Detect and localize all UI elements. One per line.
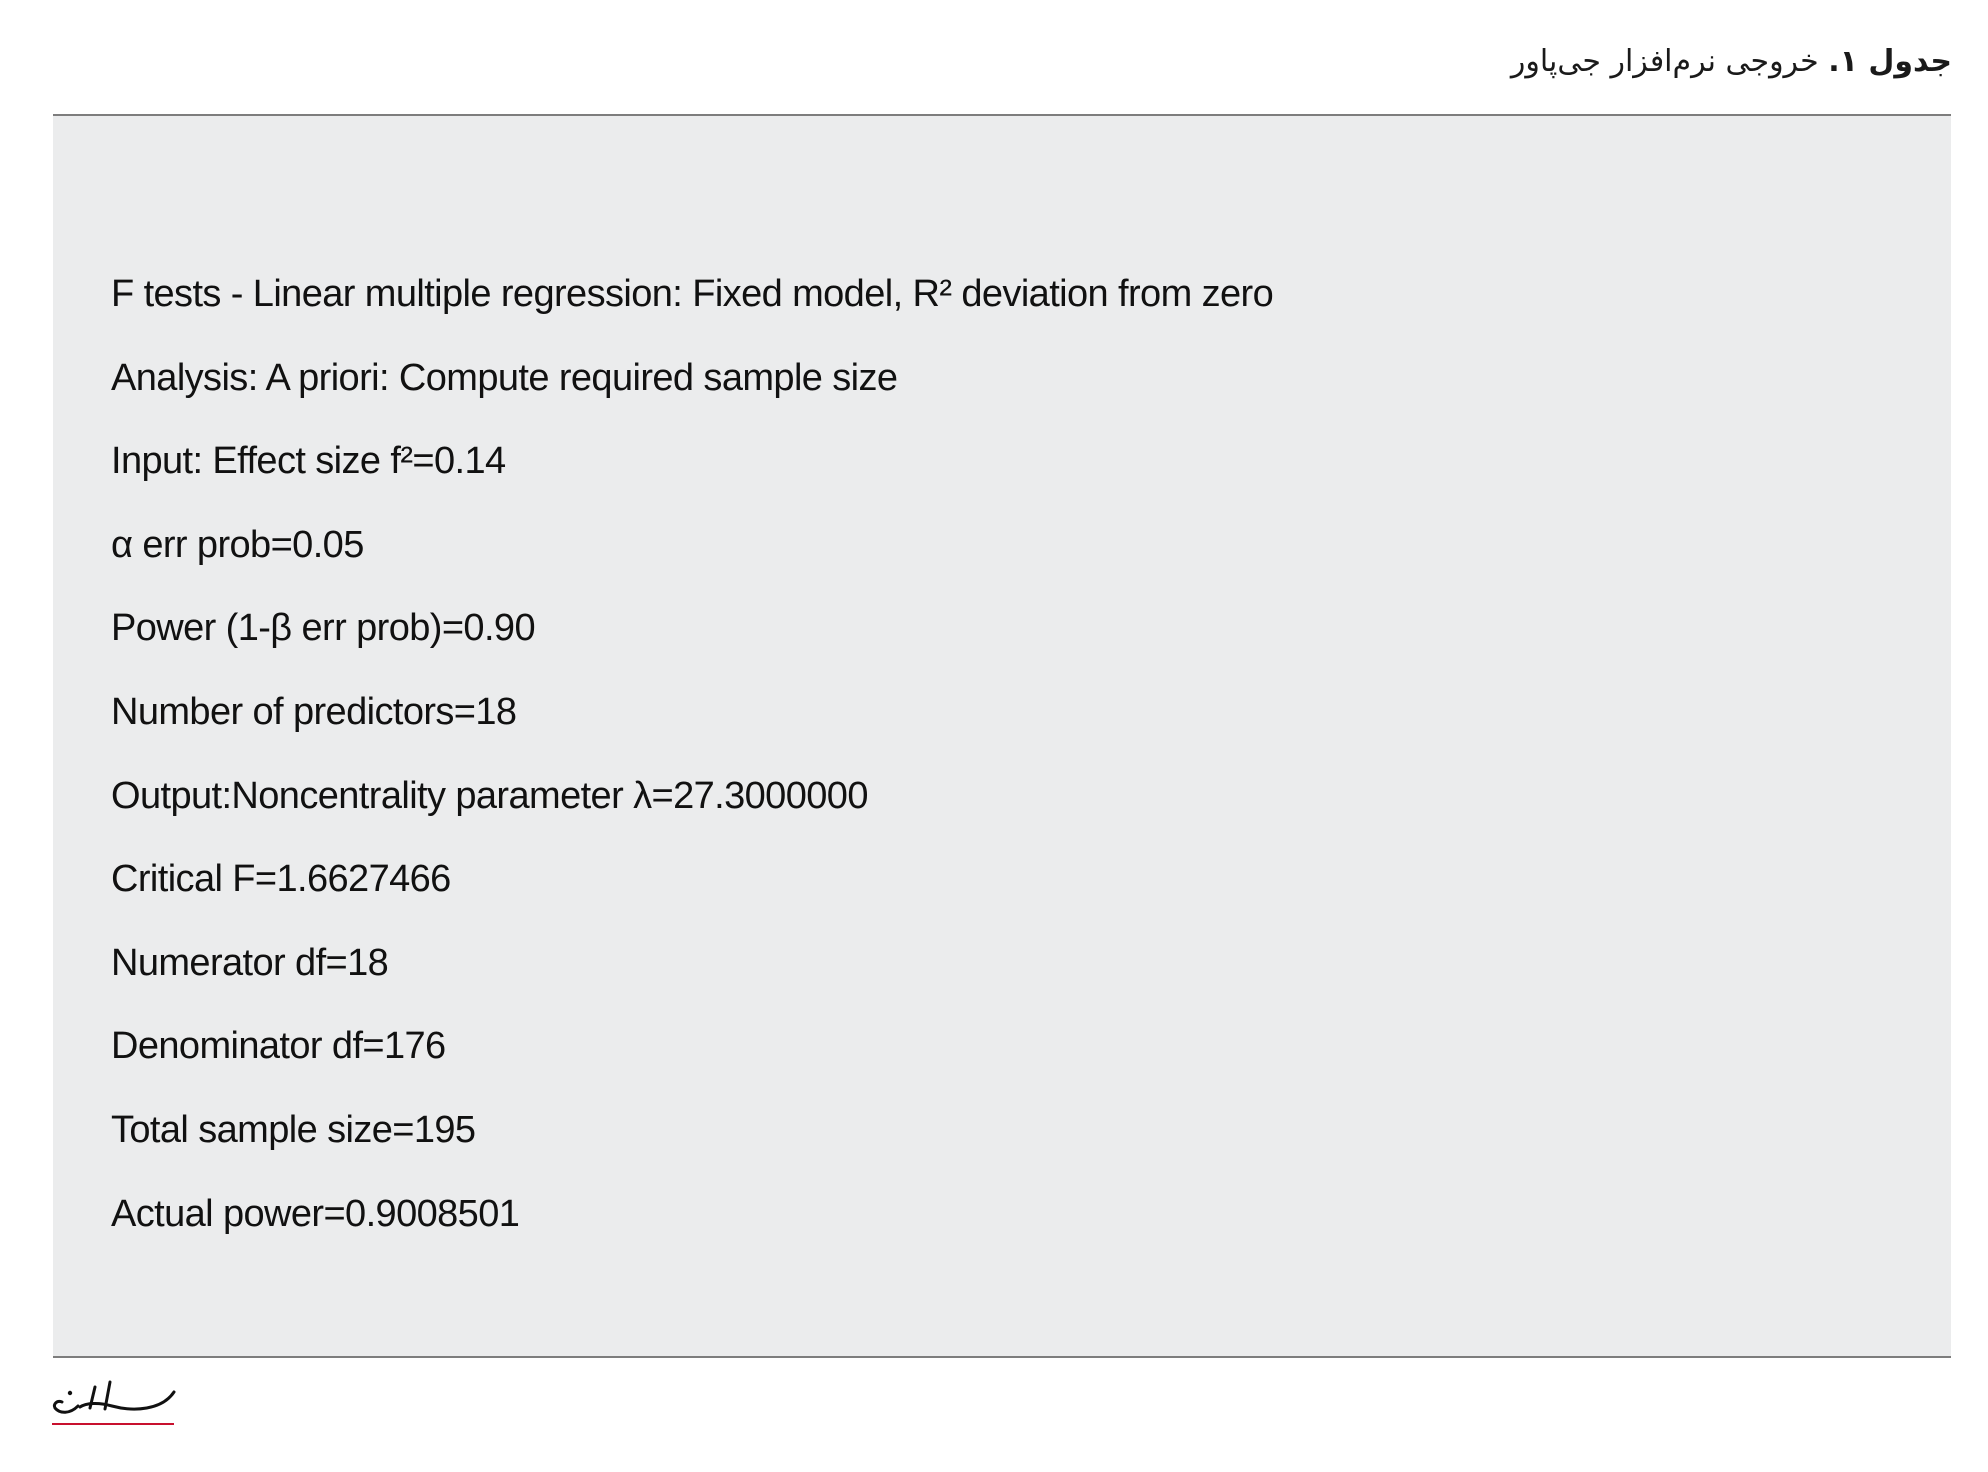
output-line-analysis: Analysis: A priori: Compute required sample size — [111, 356, 898, 399]
salmand-logo — [50, 1378, 176, 1430]
output-line-test-family: F tests - Linear multiple regression: Fixed model, R² deviation from zero — [111, 273, 1274, 315]
table-caption-text: خروجی نرم‌افزار جی‌پاور — [1510, 44, 1829, 79]
output-line-power: Power (1-β err prob)=0.90 — [111, 607, 535, 650]
output-line-actual-power: Actual power=0.9008501 — [111, 1192, 520, 1235]
output-line-numerator-df: Numerator df=18 — [111, 941, 389, 984]
gpower-output-panel — [53, 114, 1951, 1358]
output-line-predictors: Number of predictors=18 — [111, 690, 517, 733]
output-line-noncentrality: Output:Noncentrality parameter λ=27.3000000 — [111, 774, 868, 817]
output-line-denominator-df: Denominator df=176 — [111, 1025, 446, 1068]
output-line-total-sample-size: Total sample size=195 — [111, 1108, 476, 1151]
output-line-alpha: α err prob=0.05 — [111, 523, 364, 566]
output-line-effect-size: Input: Effect size f²=0.14 — [111, 440, 506, 483]
salmand-logo-icon — [50, 1378, 176, 1430]
output-line-critical-f: Critical F=1.6627466 — [111, 858, 451, 901]
table-caption — [1511, 44, 1952, 79]
table-caption-label: جدول ۱. — [1828, 44, 1952, 79]
gpower-output-lines — [111, 253, 1273, 1256]
